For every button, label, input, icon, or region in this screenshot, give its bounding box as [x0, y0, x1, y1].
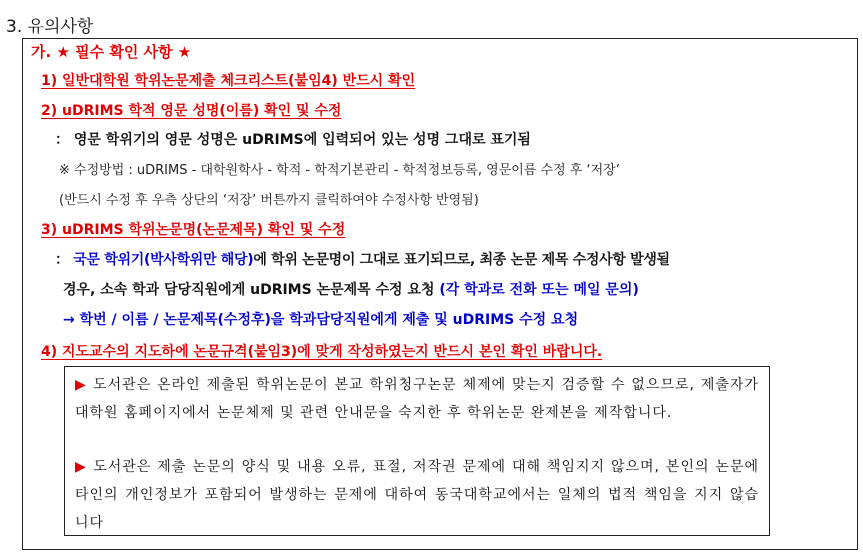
item-3-line-1 [55, 249, 670, 269]
item-3: 3) uDRIMS 학위논문명(논문제목) 확인 및 수정 [41, 222, 346, 238]
section-title: 3. 유의사항 [6, 17, 94, 37]
notice-paragraph-2-text: 도서관은 제출 논문의 양식 및 내용 오류, 표절, 저작권 문제에 대해 책임지지 않으며, 본인의 논문에 타인의 개인정보가 포함되어 발생하는 문제에 대하여 동국대학교에서는 일체의 법적 책임을 지지 않습니다 [75, 459, 759, 531]
notice-box [64, 366, 770, 536]
item-4: 4) 지도교수의 지도하에 논문규격(붙임3)에 맞게 작성하였는지 반드시 본인 확인 바랍니다. [41, 344, 603, 360]
subheading-text: 필수 확인 사항 [75, 43, 173, 61]
bullet-triangle-icon: ▶ [75, 377, 88, 393]
item-1: 1) 일반대학원 학위논문제출 체크리스트(붙임4) 반드시 확인 [41, 73, 416, 89]
item-2-method: ※ 수정방법 : uDRIMS - 대학원학사 - 학적 - 학적기본관리 - 학적정보등록, 영문이름 수정 후 ‘저장’ [59, 163, 620, 178]
item-3-line-2 [63, 279, 639, 299]
subheading-prefix: 가. [31, 43, 52, 61]
item-3-line-3: → 학번 / 이름 / 논문제목(수정후)을 학과담당직원에게 제출 및 uDRIMS 수정 요청 [63, 312, 579, 328]
bullet-triangle-icon: ▶ [75, 459, 88, 475]
item-3-rest-text: 에 학위 논문명이 그대로 표기되므로, 최종 논문 제목 수정사항 발생될 [253, 252, 670, 268]
item-2-note: (반드시 수정 후 우측 상단의 ‘저장’ 버튼까지 클릭하여야 수정사항 반영됨) [59, 193, 479, 208]
item-2-description: ： 영문 학위기의 영문 성명은 uDRIMS에 입력되어 있는 성명 그대로 표기됨 [55, 132, 531, 148]
item-2: 2) uDRIMS 학적 영문 성명(이름) 확인 및 수정 [41, 103, 342, 119]
item-3-line-2-blue: (각 학과로 전화 또는 메일 문의) [439, 282, 639, 298]
item-3-line-2-text: 경우, 소속 학과 담당직원에게 uDRIMS 논문제목 수정 요청 [63, 282, 435, 298]
notice-paragraph-1 [75, 371, 759, 427]
item-3-colon: ： [55, 252, 69, 268]
star-icon: ★ [177, 43, 192, 61]
notice-paragraph-1-text: 도서관은 온라인 제출된 학위논문이 본교 학위청구논문 체제에 맞는지 검증할 수 없으므로, 제출자가 대학원 홈페이지에서 논문체제 및 관련 안내문을 숙지한 후 학위논문 완제본을 제작합니다. [75, 377, 759, 421]
subheading [31, 41, 191, 62]
notice-paragraph-2 [75, 453, 759, 537]
item-3-blue-text: 국문 학위기(박사학위만 해당) [73, 252, 254, 268]
star-icon: ★ [56, 43, 70, 61]
